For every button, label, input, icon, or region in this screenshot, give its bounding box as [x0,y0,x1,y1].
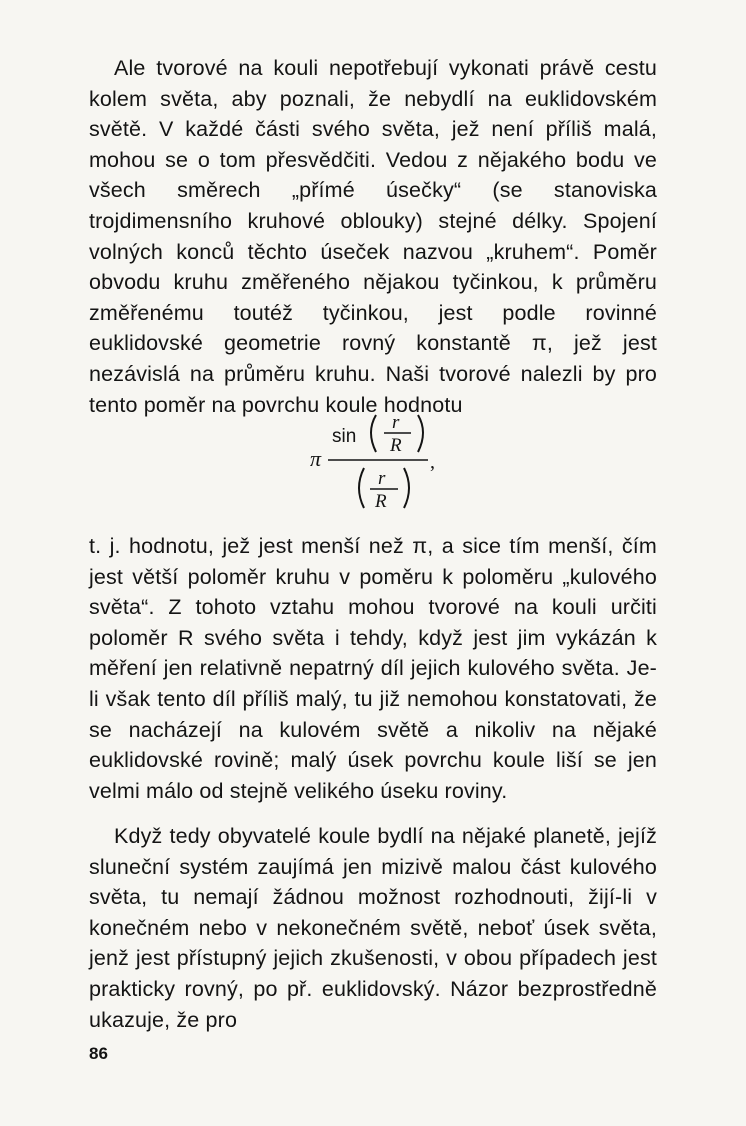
paragraph-2 [89,531,657,806]
formula-upper-left-paren [371,415,376,452]
formula-lower-r: r [378,468,386,489]
paragraph-1 [89,53,657,420]
formula-lower-left-paren [359,468,364,508]
page-number: 86 [89,1044,108,1063]
formula-pi-sin-ratio [310,402,450,522]
paragraph-3 [89,821,657,1035]
formula-upper-r: r [392,412,400,433]
formula-upper-R: R [390,435,402,456]
paragraph-2-text: t. j. hodnotu, jež jest menší než π, a sice tím menší, čím jest větší poloměr kruhu v poměru k poloměru „kulového světa“. Z tohoto vztahu mohou tvorové na kouli určiti poloměr R svého světa i tehdy, když jest jim vykázán k měření jen relativně nepatrný díl jejich kulového světa. Je-li však tento díl příliš malý, tu již nemohou konstatovati, že se nacházejí na kulovém světě a nikoliv na nějaké euklidovské rovině; malý úsek povrchu koule liší se jen velmi málo od stejně velikého úseku roviny. [89,534,657,803]
formula-lower-right-paren [404,468,409,508]
formula-comma: , [430,451,435,473]
formula-lower-R: R [375,491,387,512]
paragraph-1-text: Ale tvorové na kouli nepotřebují vykonati právě cestu kolem světa, aby poznali, že nebydlí na euklidovském světě. V každé části svého světa, jež není příliš malá, mohou se o tom přesvědčiti. Vedou z nějakého bodu ve všech směrech „přímé úsečky“ (se stanoviska trojdimensního kruhové oblouky) stejné délky. Spojení volných konců těchto úseček nazvou „kruhem“. Poměr obvodu kruhu změřeného nějakou tyčinkou, k průměru změřenému toutéž tyčinkou, jest podle rovinné euklidovské geometrie rovný konstantě π, jež jest nezávislá na průměru kruhu. Naši tvorové nalezli by pro tento poměr na povrchu koule hodnotu [89,56,657,417]
formula-sin: sin [332,426,357,447]
paragraph-3-text: Když tedy obyvatelé koule bydlí na nějaké planetě, jejíž sluneční systém zaujímá jen mizivě malou část kulového světa, tu nemají žádnou možnost rozhodnouti, žijí-li v konečném nebo v nekonečném světě, neboť úsek světa, jenž jest přístupný jejich zkušenosti, v obou případech jest prakticky rovný, po př. euklidovský. Názor bezprostředně ukazuje, že pro [89,824,657,1032]
formula-upper-right-paren [418,415,423,452]
formula-pi: π [310,446,322,471]
